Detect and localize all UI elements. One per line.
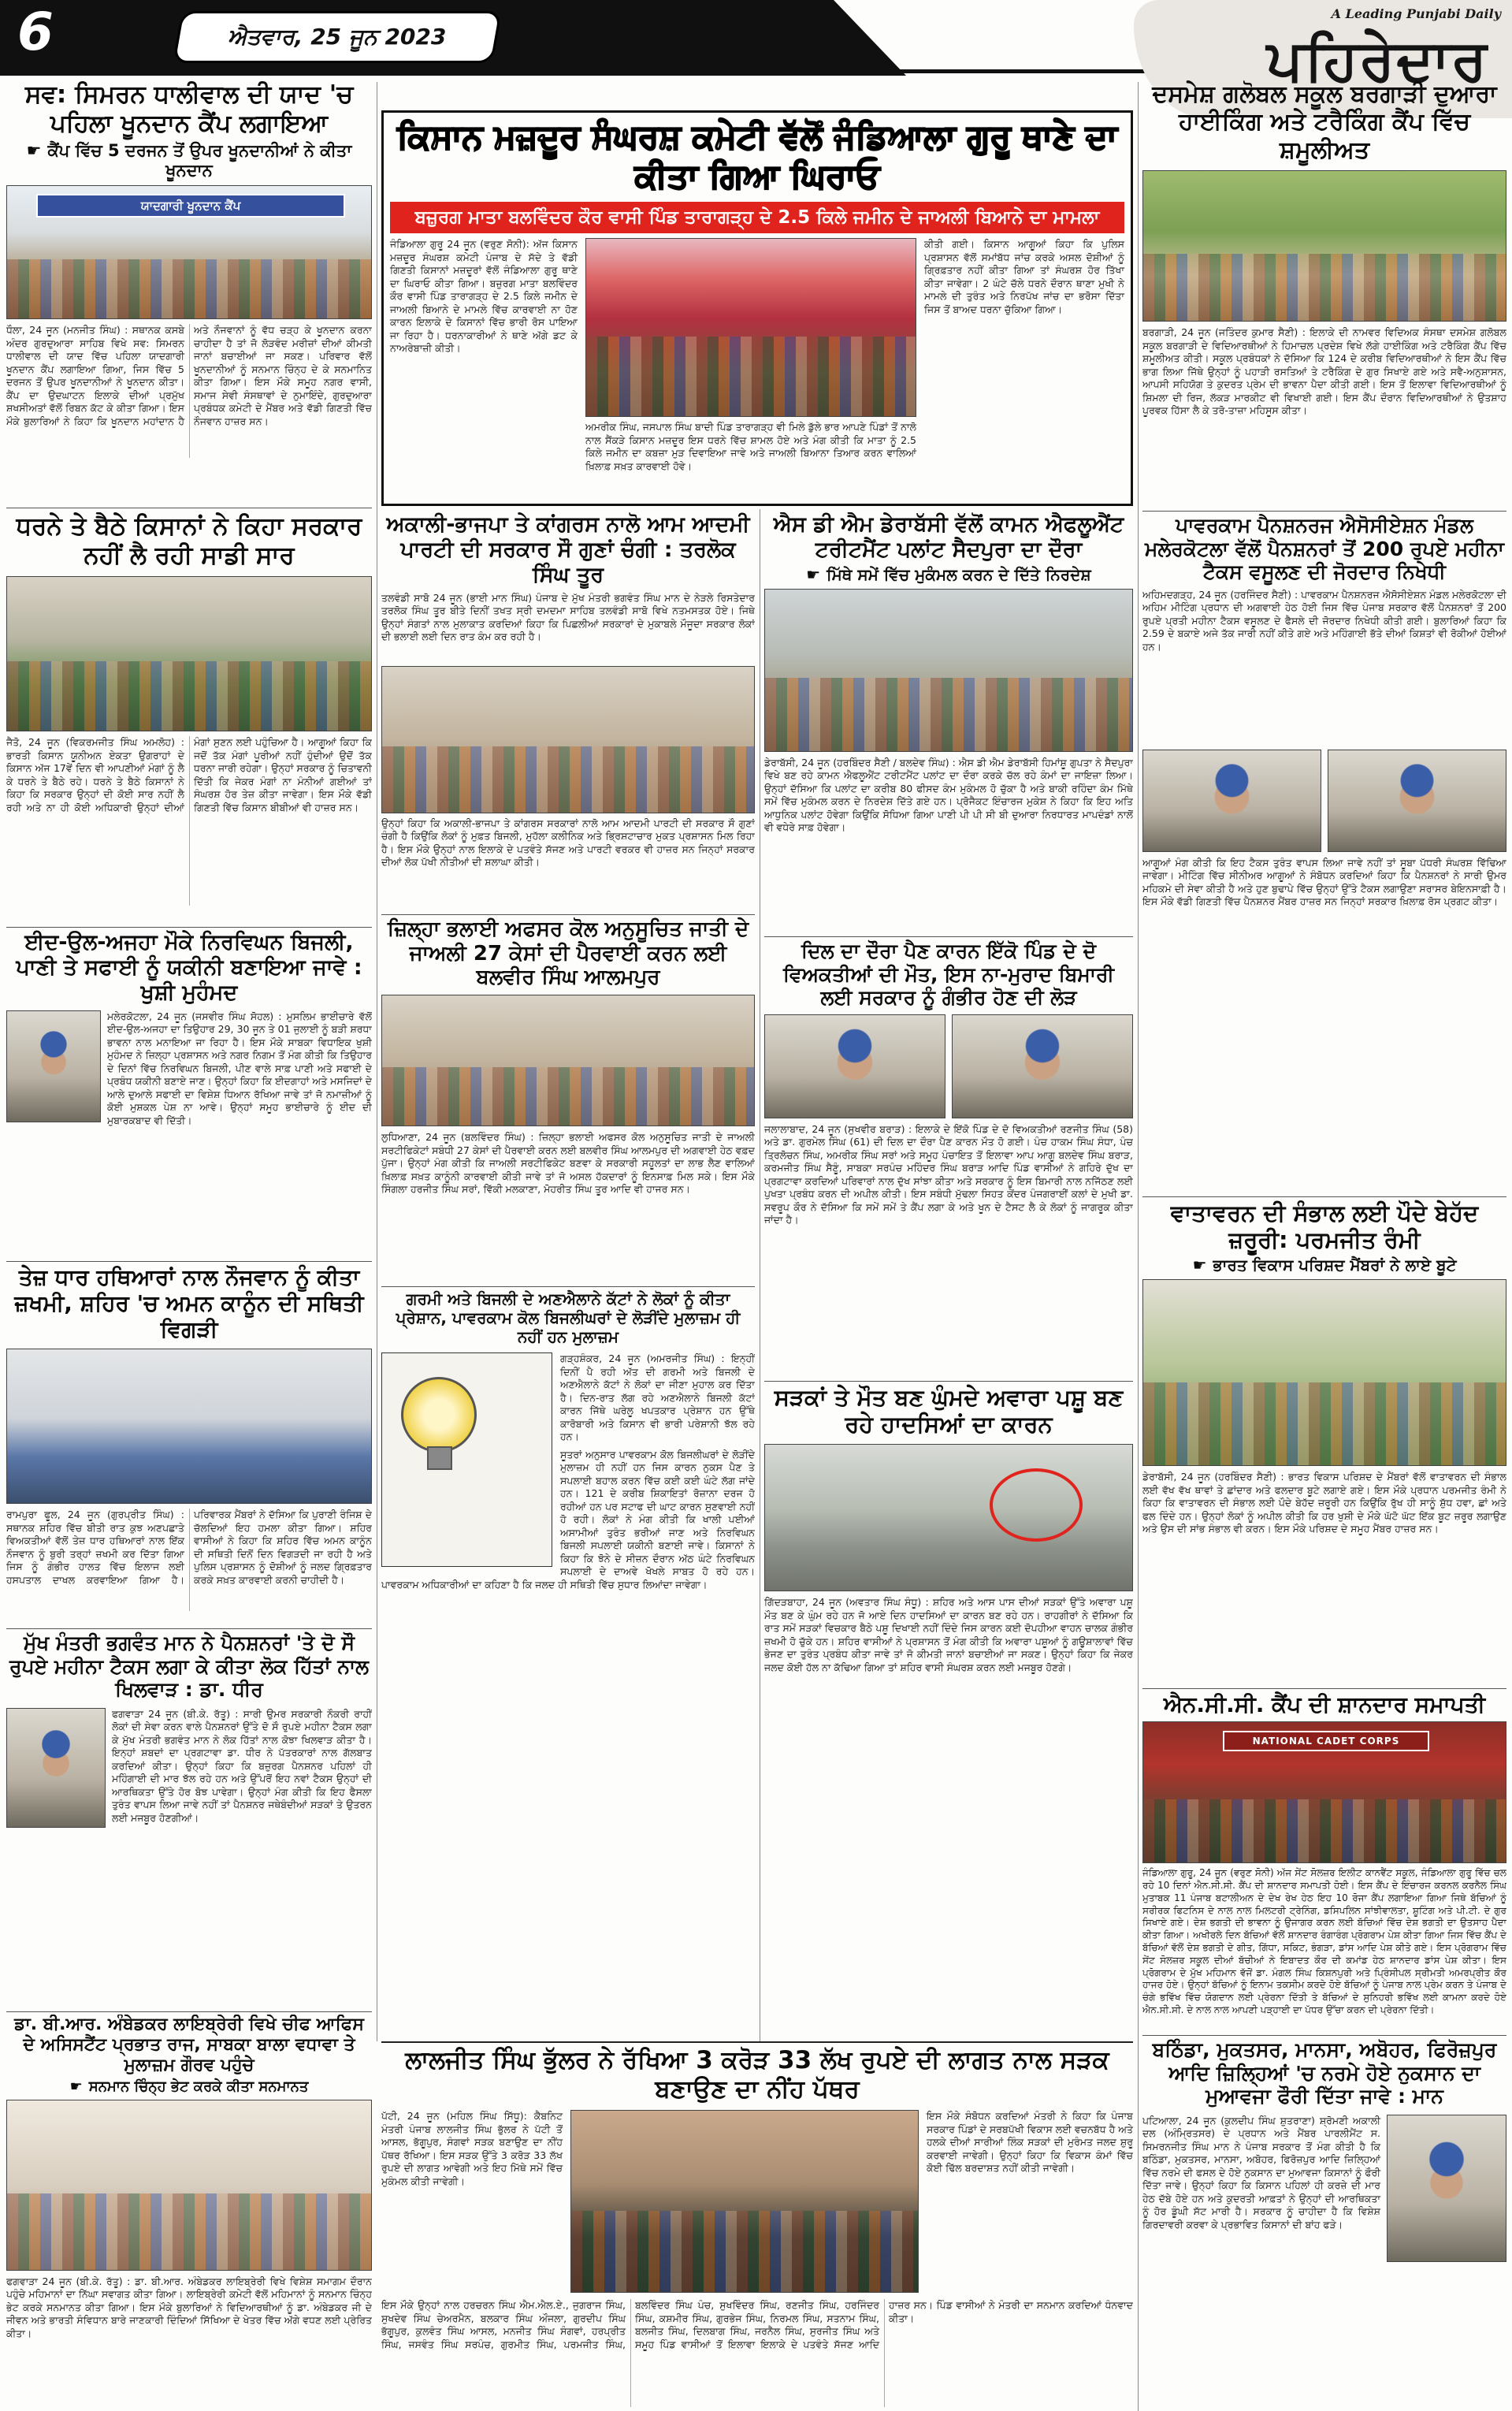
subhead-text: ਸਨਮਾਨ ਚਿੰਨ੍ਹ ਭੇਟ ਕਰਕੇ ਕੀਤਾ ਸਨਮਾਨਤ (88, 2078, 309, 2095)
photo-protest-tent (585, 238, 916, 417)
subhead-text: ਮਿੱਥੇ ਸਮੇਂ ਵਿੱਚ ਮੁਕੰਮਲ ਕਰਨ ਦੇ ਦਿੱਤੇ ਨਿਰਦੇਸ਼ (827, 564, 1091, 584)
headline: ਦਿਲ ਦਾ ਦੌਰਾ ਪੈਣ ਕਾਰਨ ਇੱਕੋ ਪਿੰਡ ਦੇ ਦੋ ਵਿਅਕਤੀਆਂ ਦੀ ਮੌਤ, ਇਸ ਨਾ-ਮੁਰਾਦ ਬਿਮਾਰੀ ਲਈ ਸਰਕਾਰ ਨੂੰ ਗੰਭੀਰ ਹੋਣ ਦੀ ਲੋੜ (782, 939, 1115, 1009)
photo-group-sofa (381, 666, 755, 813)
hand-pointer-icon: ☛ (1192, 1256, 1207, 1275)
headline: ਮੁੱਖ ਮੰਤਰੀ ਭਗਵੰਤ ਮਾਨ ਨੇ ਪੈਨਸ਼ਨਰਾਂ 'ਤੇ ਦੋ ਸੌ ਰੁਪਏ ਮਹੀਨਾ ਟੈਕਸ ਲਗਾ ਕੇ ਕੀਤਾ ਲੋਕ ਹਿੱਤਾਂ ਨਾਲ ਖਿਲਵਾੜ : ਡਾ. ਧੀਰ (9, 1632, 370, 1701)
column-rule-3 (1138, 82, 1139, 2411)
body-text: ਬਰਗਾੜੀ, 24 ਜੂਨ (ਜਤਿੰਦਰ ਕੁਮਾਰ ਸੈਣੀ) : ਇਲਾਕੇ ਦੀ ਨਾਮਵਰ ਵਿਦਿਅਕ ਸੰਸਥਾ ਦਸਮੇਸ਼ ਗਲੋਬਲ ਸਕੂਲ ਬਰਗਾੜੀ ਦੇ ਵਿਦਿਆਰਥੀਆਂ ਨੇ ਹਿਮਾਚਲ ਪ੍ਰਦੇਸ਼ ਵਿਖੇ ਲੱਗੇ ਹਾਈਕਿੰਗ ਅਤੇ ਟਰੈਕਿੰਗ ਕੈਂਪ ਵਿੱਚ ਸ਼ਮੂਲੀਅਤ ਕੀਤੀ। ਸਕੂਲ ਪ੍ਰਬੰਧਕਾਂ ਨੇ ਦੱਸਿਆ ਕਿ 124 ਦੇ ਕਰੀਬ ਵਿਦਿਆਰਥੀਆਂ ਨੇ ਇਸ ਕੈਂਪ ਵਿੱਚ ਭਾਗ ਲਿਆ ਜਿੱਥੇ ਉਨ੍ਹਾਂ ਨੂੰ ਪਹਾੜੀ ਰਸਤਿਆਂ ਤੇ ਟਰੈਕਿੰਗ ਦੇ ਗੁਰ ਸਿਖਾਏ ਗਏ ਅਤੇ ਸਵੈ-ਅਨੁਸ਼ਾਸਨ, ਆਪਸੀ ਸਹਿਯੋਗ ਤੇ ਕੁਦਰਤ ਪ੍ਰੇਮ ਦੀ ਭਾਵਨਾ ਪੈਦਾ ਕੀਤੀ ਗਈ। ਇਸ ਤੋਂ ਇਲਾਵਾ ਵਿਦਿਆਰਥੀਆਂ ਨੂੰ ਸ਼ਿਮਲਾ ਦੀ ਰਿਜ, ਲੱਕੜ ਮਾਰਕੀਟ ਵੀ ਵਿਖਾਈ ਗਈ। ਇਸ ਕੈਂਪ ਦੌਰਾਨ ਵਿਦਿਆਰਥੀਆਂ ਨੇ ਉਤਸ਼ਾਹ ਪੂਰਵਕ ਹਿੱਸਾ ਲੈ ਕੇ ਤਰੋ-ਤਾਜ਼ਾ ਮਹਿਸੂਸ ਕੀਤਾ। (1142, 326, 1506, 417)
article-welfare-officer-cases[interactable] (381, 917, 755, 1283)
body-text: ਰਾਮਪੁਰਾ ਫੂਲ, 24 ਜੂਨ (ਗੁਰਪ੍ਰੀਤ ਸਿੰਘ) : ਸਥਾਨਕ ਸ਼ਹਿਰ ਵਿੱਚ ਬੀਤੀ ਰਾਤ ਕੁਝ ਅਣਪਛਾਤੇ ਵਿਅਕਤੀਆਂ ਵੱਲੋਂ ਤੇਜ਼ ਧਾਰ ਹਥਿਆਰਾਂ ਨਾਲ ਇੱਕ ਨੌਜਵਾਨ ਨੂੰ ਬੁਰੀ ਤਰ੍ਹਾਂ ਜ਼ਖਮੀ ਕਰ ਦਿੱਤਾ ਗਿਆ ਜਿਸ ਨੂੰ ਗੰਭੀਰ ਹਾਲਤ ਵਿੱਚ ਇਲਾਜ ਲਈ ਹਸਪਤਾਲ ਦਾਖਲ ਕਰਵਾਇਆ ਗਿਆ ਹੈ। ਪਰਿਵਾਰਕ ਮੈਂਬਰਾਂ ਨੇ ਦੱਸਿਆ ਕਿ ਪੁਰਾਣੀ ਰੰਜਿਸ਼ ਦੇ ਚੱਲਦਿਆਂ ਇਹ ਹਮਲਾ ਕੀਤਾ ਗਿਆ। ਸ਼ਹਿਰ ਵਾਸੀਆਂ ਨੇ ਕਿਹਾ ਕਿ ਸ਼ਹਿਰ ਵਿੱਚ ਅਮਨ ਕਾਨੂੰਨ ਦੀ ਸਥਿਤੀ ਦਿਨੋਂ ਦਿਨ ਵਿਗੜਦੀ ਜਾ ਰਹੀ ਹੈ ਅਤੇ ਪੁਲਿਸ ਪ੍ਰਸ਼ਾਸਨ ਨੂੰ ਦੋਸ਼ੀਆਂ ਨੂੰ ਜਲਦ ਗ੍ਰਿਫ਼ਤਾਰ ਕਰਕੇ ਸਖ਼ਤ ਕਾਰਵਾਈ ਕਰਨੀ ਚਾਹੀਦੀ ਹੈ। (6, 1509, 372, 1586)
body-text: ਫਗਵਾੜਾ 24 ਜੂਨ (ਬੀ.ਕੇ. ਰੱਤੂ) : ਸਾਰੀ ਉਮਰ ਸਰਕਾਰੀ ਨੌਕਰੀ ਰਾਹੀਂ ਲੋਕਾਂ ਦੀ ਸੇਵਾ ਕਰਨ ਵਾਲੇ ਪੈਨਸ਼ਨਰਾਂ ਉੱਤੇ ਦੋ ਸੌ ਰੁਪਏ ਮਹੀਨਾ ਟੈਕਸ ਲਗਾ ਕੇ ਮੁੱਖ ਮੰਤਰੀ ਭਗਵੰਤ ਮਾਨ ਨੇ ਲੋਕ ਹਿੱਤਾਂ ਨਾਲ ਕੋਝਾ ਖਿਲਵਾੜ ਕੀਤਾ ਹੈ। ਇਨ੍ਹਾਂ ਸ਼ਬਦਾਂ ਦਾ ਪ੍ਰਗਟਾਵਾ ਡਾ. ਧੀਰ ਨੇ ਪੱਤਰਕਾਰਾਂ ਨਾਲ ਗੱਲਬਾਤ ਕਰਦਿਆਂ ਕੀਤਾ। ਉਨ੍ਹਾਂ ਕਿਹਾ ਕਿ ਬਜ਼ੁਰਗ ਪੈਨਸ਼ਨਰ ਪਹਿਲਾਂ ਹੀ ਮਹਿੰਗਾਈ ਦੀ ਮਾਰ ਝੱਲ ਰਹੇ ਹਨ ਅਤੇ ਉੱਪਰੋਂ ਇਹ ਨਵਾਂ ਟੈਕਸ ਉਨ੍ਹਾਂ ਦੀ ਆਰਥਿਕਤਾ ਉੱਤੇ ਹੋਰ ਬੋਝ ਪਾਵੇਗਾ। ਉਨ੍ਹਾਂ ਮੰਗ ਕੀਤੀ ਕਿ ਇਹ ਫੈਸਲਾ ਤੁਰੰਤ ਵਾਪਸ ਲਿਆ ਜਾਵੇ ਨਹੀਂ ਤਾਂ ਪੈਨਸ਼ਨਰ ਜਥੇਬੰਦੀਆਂ ਸੜਕਾਂ ਤੇ ਉਤਰਨ ਲਈ ਮਜਬੂਰ ਹੋਣਗੀਆਂ। (112, 1707, 372, 1824)
divider (1142, 2035, 1506, 2036)
headline: ਜ਼ਿਲ੍ਹਾ ਭਲਾਈ ਅਫਸਰ ਕੋਲ ਅਨੁਸੂਚਿਤ ਜਾਤੀ ਦੇ ਜਾਅਲੀ 27 ਕੇਸਾਂ ਦੀ ਪੈਰਵਾਈ ਕਰਨ ਲਈ ਬਲਵੀਰ ਸਿੰਘ ਆਲਮਪੁਰ (387, 917, 749, 990)
page-number: 6 (17, 2, 54, 62)
body-text: ਜੰਡਿਆਲਾ ਗੁਰੂ, 24 ਜੂਨ (ਵਰੁਣ ਸੋਨੀ) ਅੱਜ ਸੇਂਟ ਸੋਲਜ਼ਰ ਇਲੀਟ ਕਾਨਵੈਂਟ ਸਕੂਲ, ਜੰਡਿਆਲਾ ਗੁਰੂ ਵਿੱਚ ਚਲ ਰਹੇ 10 ਦਿਨਾਂ ਐਨ.ਸੀ.ਸੀ. ਕੈਂਪ ਦੀ ਸ਼ਾਨਦਾਰ ਸਮਾਪਤੀ ਹੋਈ। ਇਸ ਕੈਂਪ ਦੇ ਇੰਚਾਰਜ ਕਰਨਲ ਕਰਨੈਲ ਸਿੰਘ ਮੁਤਾਬਕ 11 ਪੰਜਾਬ ਬਟਾਲੀਅਨ ਦੇ ਦੇਖ ਰੇਖ ਹੇਠ ਇਹ 10 ਰੋਜਾ ਕੈਂਪ ਲਗਾਇਆ ਗਿਆ ਜਿਥੇ ਬੱਚਿਆਂ ਨੂੰ ਸਰੀਰਕ ਫਿਟਨਿਸ ਦੇ ਨਾਲ ਨਾਲ ਮਿਲਟਰੀ ਟ੍ਰੇਨਿੰਗ, ਡਸਿਪਲਿਨ ਸਾਂਝੀਵਾਲਤਾ, ਸ਼ੂਟਿੰਗ ਅਤੇ ਪੀ.ਟੀ. ਦੇ ਗੁਰ ਸਿਖਾਏ ਗਏ। ਦੇਸ਼ ਭਗਤੀ ਦੀ ਭਾਵਨਾ ਨੂੰ ਉਜਾਗਰ ਕਰਨ ਲਈ ਬੱਚਿਆਂ ਵਿੱਚ ਦੇਸ਼ ਭਗਤੀ ਦਾ ਉਤਸਾਹ ਪੈਦਾ ਕੀਤਾ ਗਿਆ। ਅਖੀਰਲੇ ਦਿਨ ਬੱਚਿਆਂ ਵੱਲੋਂ ਸ਼ਾਨਦਾਰ ਰੰਗਾਰੰਗ ਪ੍ਰੋਗਰਾਮ ਪੇਸ਼ ਕੀਤਾ ਗਿਆ ਜਿਸ ਵਿੱਚ ਕੈਂਪ ਦੇ ਬੱਚਿਆਂ ਵੱਲੋਂ ਦੇਸ਼ ਭਗਤੀ ਦੇ ਗੀਤ, ਗਿੱਧਾ, ਸਕਿਟ, ਭੰਗੜਾ, ਡਾਂਸ ਆਦਿ ਪੇਸ਼ ਕੀਤੇ ਗਏ। ਇਸ ਪ੍ਰੋਗਰਾਮ ਵਿੱਚ ਸੇਂਟ ਸੋਲਜ਼ਰ ਸਕੂਲ ਦੀਆਂ ਬੱਚੀਆਂ ਨੇ ਇਬਾਦਤ ਕੌਰ ਦੀ ਕਮਾਂਡ ਹੇਠ ਸ਼ਾਨਦਾਰ ਡਾਂਸ ਪੇਸ਼ ਕੀਤਾ। ਇਸ ਪ੍ਰੋਗਰਾਮ ਦੇ ਮੁੱਖ ਮਹਿਮਾਨ ਵੱਜੋਂ ਡਾ. ਮੰਗਲ ਸਿੰਘ ਕਿਸ਼ਨਪੁਰੀ ਅਤੇ ਪ੍ਰਿੰਸੀਪਲ ਸ੍ਰੀਮਤੀ ਅਮਰਪ੍ਰੀਤ ਕੌਰ ਹਾਜਰ ਹੋਏ। ਉਨ੍ਹਾਂ ਬੱਚਿਆਂ ਨੂੰ ਇਨਾਮ ਤਕਸੀਮ ਕਰਦੇ ਹੋਏ ਬੱਚਿਆਂ ਨੂੰ ਪੰਜਾਬ ਨਾਲ ਪ੍ਰੇਮ ਕਰਨ ਤੇ ਪੰਜਾਬ ਦੇ ਚੰਗੇ ਭਵਿੱਖ ਵਿੱਚ ਯੋਗਦਾਨ ਲਈ ਪ੍ਰੇਰਨਾ ਦਿੱਤੀ ਤੇ ਬੱਚਿਆਂ ਦੇ ਸੁਨਿਹਰੀ ਭਵਿੱਖ ਲਈ ਕਾਮਨਾ ਕਰਦੇ ਹੋਏ ਐਨ.ਸੀ.ਸੀ. ਦੇ ਨਾਲ ਨਾਲ ਆਪਣੀ ਪੜ੍ਹਾਈ ਦਾ ਪੱਧਰ ਉੱਚਾ ਕਰਨ ਦੀ ਪ੍ਰੇਰਨਾ ਦਿੱਤੀ। (1142, 1867, 1506, 2016)
article-power-cuts[interactable] (381, 1289, 755, 2037)
divider (381, 1286, 755, 1287)
body-left: ਪੱਟੀ, 24 ਜੂਨ (ਮਹਿਲ ਸਿੰਘ ਸਿੱਧੂ): ਕੈਬਨਿਟ ਮੰਤਰੀ ਪੰਜਾਬ ਲਾਲਜੀਤ ਸਿੰਘ ਭੁੱਲਰ ਨੇ ਪੱਟੀ ਤੋਂ ਆਸਲ, ਭੱਗੂਪੁਰ, ਸੰਗਵਾਂ ਸੜਕ ਬਣਾਉਣ ਦਾ ਨੀਂਹ ਪੱਥਰ ਰੱਖਿਆ। ਇਸ ਸੜਕ ਉੱਤੇ 3 ਕਰੋੜ 33 ਲੱਖ ਰੁਪਏ ਦੀ ਲਾਗਤ ਆਵੇਗੀ ਅਤੇ ਇਹ ਮਿੱਥੇ ਸਮੇਂ ਵਿੱਚ ਮੁਕੰਮਲ ਕੀਤੀ ਜਾਵੇਗੀ। (381, 2110, 563, 2187)
body-text-2: ਸੂਤਰਾਂ ਅਨੁਸਾਰ ਪਾਵਰਕਾਮ ਕੋਲ ਬਿਜਲੀਘਰਾਂ ਦੇ ਲੋੜੀਂਦੇ ਮੁਲਾਜ਼ਮ ਹੀ ਨਹੀਂ ਹਨ ਜਿਸ ਕਾਰਨ ਨੁਕਸ ਪੈਣ ਤੇ ਸਪਲਾਈ ਬਹਾਲ ਕਰਨ ਵਿੱਚ ਕਈ ਕਈ ਘੰਟੇ ਲੱਗ ਜਾਂਦੇ ਹਨ। 121 ਦੇ ਕਰੀਬ ਸ਼ਿਕਾਇਤਾਂ ਰੋਜ਼ਾਨਾ ਦਰਜ ਹੋ ਰਹੀਆਂ ਹਨ ਪਰ ਸਟਾਫ ਦੀ ਘਾਟ ਕਾਰਨ ਸੁਣਵਾਈ ਨਹੀਂ ਹੋ ਰਹੀ। ਲੋਕਾਂ ਨੇ ਮੰਗ ਕੀਤੀ ਕਿ ਖਾਲੀ ਪਈਆਂ ਅਸਾਮੀਆਂ ਤੁਰੰਤ ਭਰੀਆਂ ਜਾਣ ਅਤੇ ਨਿਰਵਿਘਨ ਬਿਜਲੀ ਸਪਲਾਈ ਯਕੀਨੀ ਬਣਾਈ ਜਾਵੇ। ਕਿਸਾਨਾਂ ਨੇ ਕਿਹਾ ਕਿ ਝੋਨੇ ਦੇ ਸੀਜ਼ਨ ਦੌਰਾਨ ਅੱਠ ਘੰਟੇ ਨਿਰਵਿਘਨ ਸਪਲਾਈ ਦੇ ਦਾਅਵੇ ਖੋਖਲੇ ਸਾਬਤ ਹੋ ਰਹੇ ਹਨ। ਪਾਵਰਕਾਮ ਅਧਿਕਾਰੀਆਂ ਦਾ ਕਹਿਣਾ ਹੈ ਕਿ ਜਲਦ ਹੀ ਸਥਿਤੀ ਵਿੱਚ ਸੁਧਾਰ ਲਿਆਂਦਾ ਜਾਵੇਗਾ। (381, 1448, 755, 1591)
bulb-base (427, 1446, 452, 1470)
crowd-texture (571, 2211, 918, 2293)
headline: ਦਸਮੇਸ਼ ਗਲੋਬਲ ਸਕੂਲ ਬਰਗਾੜੀ ਦੁਆਰਾ ਹਾਈਕਿੰਗ ਅਤੇ ਟਰੈਕਿੰਗ ਕੈਂਪ ਵਿੱਚ ਸ਼ਮੂਲੀਅਤ (1152, 80, 1497, 164)
article-sdm-derabassi[interactable] (764, 512, 1133, 933)
crowd-texture (382, 1067, 754, 1126)
photo-delegation-group (381, 995, 755, 1126)
ncc-banner-text: NATIONAL CADET CORPS (1223, 1731, 1429, 1751)
article-stray-cattle[interactable] (764, 1384, 1133, 2037)
article-injured-youth[interactable] (6, 1264, 372, 1625)
sub-headline: ਗਰਮੀ ਅਤੇ ਬਿਜਲੀ ਦੇ ਅਣਐਲਾਨੇ ਕੱਟਾਂ ਨੇ ਲੋਕਾਂ ਨੂੰ ਕੀਤਾ ਪ੍ਰੇਸ਼ਾਨ, ਪਾਵਰਕਾਮ ਕੋਲ ਬਿਜਲੀਘਰਾਂ ਦੇ ਲੋੜੀਂਦੇ ਮੁਲਾਜ਼ਮ ਹੀ ਨਹੀਂ ਹਨ ਮੁਲਾਜ਼ਮ (396, 1289, 741, 1346)
article-powercom-pensioners[interactable] (1142, 514, 1506, 1193)
article-farmers-dharna[interactable] (6, 512, 372, 925)
body-text: ਮਲੇਰਕੋਟਲਾ, 24 ਜੂਨ (ਜਸਵੀਰ ਸਿੰਘ ਸੋਹਲ) : ਮੁਸਲਿਮ ਭਾਈਚਾਰੇ ਵੱਲੋਂ ਈਦ-ਉਲ-ਅਜਹਾ ਦਾ ਤਿਉਹਾਰ 29, 30 ਜੂਨ ਤੇ 01 ਜੁਲਾਈ ਨੂੰ ਬੜੀ ਸ਼ਰਧਾ ਭਾਵਨਾ ਨਾਲ ਮਨਾਇਆ ਜਾ ਰਿਹਾ ਹੈ। ਇਸ ਮੌਕੇ ਸਾਬਕਾ ਵਿਧਾਇਕ ਖੁਸ਼ੀ ਮੁਹੰਮਦ ਨੇ ਜ਼ਿਲ੍ਹਾ ਪ੍ਰਸ਼ਾਸਨ ਅਤੇ ਨਗਰ ਨਿਗਮ ਤੋਂ ਮੰਗ ਕੀਤੀ ਕਿ ਤਿਉਹਾਰ ਦੇ ਦਿਨਾਂ ਵਿੱਚ ਨਿਰਵਿਘਨ ਬਿਜਲੀ, ਪੀਣ ਵਾਲੇ ਸਾਫ਼ ਪਾਣੀ ਅਤੇ ਸਫਾਈ ਦੇ ਪ੍ਰਬੰਧ ਯਕੀਨੀ ਬਣਾਏ ਜਾਣ। ਉਨ੍ਹਾਂ ਕਿਹਾ ਕਿ ਈਦਗਾਹਾਂ ਅਤੇ ਮਸਜਿਦਾਂ ਦੇ ਆਲੇ ਦੁਆਲੇ ਸਫਾਈ ਦਾ ਵਿਸ਼ੇਸ਼ ਧਿਆਨ ਰੱਖਿਆ ਜਾਵੇ ਤਾਂ ਜੋ ਨਮਾਜ਼ੀਆਂ ਨੂੰ ਕੋਈ ਮੁਸ਼ਕਲ ਪੇਸ਼ ਨਾ ਆਵੇ। ਉਨ੍ਹਾਂ ਸਮੂਹ ਭਾਈਚਾਰੇ ਨੂੰ ਈਦ ਦੀ ਮੁਬਾਰਕਬਾਦ ਵੀ ਦਿੱਤੀ। (107, 1010, 372, 1126)
divider (6, 2011, 372, 2012)
headline: ਪਾਵਰਕਾਮ ਪੈਨਸ਼ਨਰਜ ਐਸੋਸੀਏਸ਼ਨ ਮੰਡਲ ਮਲੇਰਕੋਟਲਾ ਵੱਲੋਂ ਪੈਨਸ਼ਨਰਾਂ ਤੋਂ 200 ਰੁਪਏ ਮਹੀਨਾ ਟੈਕਸ ਵਸੂਲਣ ਦੀ ਜੋਰਦਾਰ ਨਿਖੇਧੀ (1145, 514, 1504, 583)
photo-blood-donation-camp (6, 185, 372, 319)
photo-banner-text: ਯਾਦਗਾਰੀ ਖੂਨਦਾਨ ਕੈਂਪ (36, 194, 345, 218)
crowd-texture (586, 337, 916, 416)
body-text: ਫਗਵਾੜਾ 24 ਜੂਨ (ਬੀ.ਕੇ. ਰੱਤੂ) : ਡਾ. ਬੀ.ਆਰ. ਅੰਬੇਡਕਰ ਲਾਇਬ੍ਰੇਰੀ ਵਿਖੇ ਵਿਸ਼ੇਸ਼ ਸਮਾਗਮ ਦੌਰਾਨ ਪਹੁੰਚੇ ਮਹਿਮਾਨਾਂ ਦਾ ਨਿੱਘਾ ਸਵਾਗਤ ਕੀਤਾ ਗਿਆ। ਲਾਇਬ੍ਰੇਰੀ ਕਮੇਟੀ ਵੱਲੋਂ ਮਹਿਮਾਨਾਂ ਨੂੰ ਸਨਮਾਨ ਚਿੰਨ੍ਹ ਭੇਟ ਕਰਕੇ ਸਨਮਾਨਤ ਕੀਤਾ ਗਿਆ। ਇਸ ਮੌਕੇ ਬੁਲਾਰਿਆਂ ਨੇ ਵਿਦਿਆਰਥੀਆਂ ਨੂੰ ਡਾ. ਅੰਬੇਡਕਰ ਜੀ ਦੇ ਜੀਵਨ ਅਤੇ ਭਾਰਤੀ ਸੰਵਿਧਾਨ ਬਾਰੇ ਜਾਣਕਾਰੀ ਦਿੰਦਿਆਂ ਸਿੱਖਿਆ ਦੇ ਖੇਤਰ ਵਿੱਚ ਅੱਗੇ ਵਧਣ ਲਈ ਪ੍ਰੇਰਿਤ ਕੀਤਾ। (6, 2275, 372, 2339)
subhead (1142, 1256, 1506, 1274)
divider (381, 914, 755, 915)
body-text: ਜਲਾਲਾਬਾਦ, 24 ਜੂਨ (ਸੁਖਵੀਰ ਬਰਾੜ) : ਇਲਾਕੇ ਦੇ ਇੱਕੋ ਪਿੰਡ ਦੇ ਦੋ ਵਿਅਕਤੀਆਂ ਰਣਜੀਤ ਸਿੰਘ (58) ਅਤੇ ਡਾ. ਗੁਰਮੇਲ ਸਿੰਘ (61) ਦੀ ਦਿਲ ਦਾ ਦੌਰਾ ਪੈਣ ਕਾਰਨ ਮੌਤ ਹੋ ਗਈ। ਪੰਚ ਹਾਕਮ ਸਿੰਘ ਸੰਧਾ, ਪੰਚ ਤ੍ਰਿਲੋਚਨ ਸਿੰਘ, ਅਮਰੀਕ ਸਿੰਘ ਸਰਾਂ ਅਤੇ ਸਮੂਹ ਪੰਚਾਇਤ ਤੋਂ ਇਲਾਵਾ ਆਪ ਆਗੂ ਬਲਦੇਵ ਸਿੰਘ ਬਰਾੜ, ਕਰਮਜੀਤ ਸਿੰਘ ਸੈਣੂੰ, ਸਾਬਕਾ ਸਰਪੰਚ ਮਹਿੰਦਰ ਸਿੰਘ ਬਰਾੜ ਆਦਿ ਪਿੰਡ ਵਾਸੀਆਂ ਨੇ ਗਹਿਰੇ ਦੁੱਖ ਦਾ ਪ੍ਰਗਟਾਵਾ ਕਰਦਿਆਂ ਪਰਿਵਾਰਾਂ ਨਾਲ ਦੁੱਖ ਸਾਂਝਾ ਕੀਤਾ ਅਤੇ ਸਰਕਾਰ ਨੂੰ ਇਸ ਬਿਮਾਰੀ ਨਾਲ ਨਜਿੱਠਣ ਲਈ ਪੁਖਤਾ ਪ੍ਰਬੰਧ ਕਰਨ ਦੀ ਅਪੀਲ ਕੀਤੀ। ਇਸ ਸਬੰਧੀ ਮੁੱਢਲਾ ਸਿਹਤ ਕੇਂਦਰ ਪੰਜਗਰਾਈਂ ਕਲਾਂ ਦੇ ਮੁਖੀ ਡਾ. ਸਵਰੂਪ ਕੌਰ ਨੇ ਦੱਸਿਆ ਕਿ ਸਮੇਂ ਸਮੇਂ ਤੇ ਕੈਂਪ ਲਗਾ ਕੇ ਅਤੇ ਖੂਨ ਦੇ ਟੈਸਟ ਲੈ ਕੇ ਲੋਕਾਂ ਨੂੰ ਜਾਗਰੂਕ ਕੀਤਾ ਜਾਂਦਾ ਹੈ। (764, 1122, 1133, 1226)
photo-row (1142, 750, 1506, 852)
crowd-texture (7, 661, 371, 731)
article-road-foundation-stone[interactable] (381, 2046, 1133, 2407)
body-text: ਜੈਤੋ, 24 ਜੂਨ (ਵਿਕਰਮਜੀਤ ਸਿੰਘ ਅਮਲੋਹ) : ਭਾਰਤੀ ਕਿਸਾਨ ਯੂਨੀਅਨ ਏਕਤਾ ਉਗਰਾਹਾਂ ਦੇ ਕਿਸਾਨ ਅੱਜ 17ਵੇਂ ਦਿਨ ਵੀ ਆਪਣੀਆਂ ਮੰਗਾਂ ਨੂੰ ਲੈ ਕੇ ਧਰਨੇ ਤੇ ਬੈਠੇ ਰਹੇ। ਧਰਨੇ ਤੇ ਬੈਠੇ ਕਿਸਾਨਾਂ ਨੇ ਕਿਹਾ ਕਿ ਸਰਕਾਰ ਉਨ੍ਹਾਂ ਦੀ ਕੋਈ ਸਾਰ ਨਹੀਂ ਲੈ ਰਹੀ ਅਤੇ ਨਾ ਹੀ ਕੋਈ ਅਧਿਕਾਰੀ ਉਨ੍ਹਾਂ ਦੀਆਂ ਮੰਗਾਂ ਸੁਣਨ ਲਈ ਪਹੁੰਚਿਆ ਹੈ। ਆਗੂਆਂ ਕਿਹਾ ਕਿ ਜਦੋਂ ਤੱਕ ਮੰਗਾਂ ਪੂਰੀਆਂ ਨਹੀਂ ਹੁੰਦੀਆਂ ਉਦੋਂ ਤੱਕ ਧਰਨਾ ਜਾਰੀ ਰਹੇਗਾ। ਉਨ੍ਹਾਂ ਸਰਕਾਰ ਨੂੰ ਚਿਤਾਵਨੀ ਦਿੱਤੀ ਕਿ ਜੇਕਰ ਮੰਗਾਂ ਨਾ ਮੰਨੀਆਂ ਗਈਆਂ ਤਾਂ ਸੰਘਰਸ਼ ਹੋਰ ਤੇਜ਼ ਕੀਤਾ ਜਾਵੇਗਾ। ਇਸ ਮੌਕੇ ਵੱਡੀ ਗਿਣਤੀ ਵਿੱਚ ਕਿਸਾਨ ਬੀਬੀਆਂ ਵੀ ਹਾਜ਼ਰ ਸਨ। (6, 736, 372, 813)
photo-dr-dhir-portrait (6, 1708, 106, 1828)
article-columns (390, 238, 1124, 500)
article-eid-arrangements[interactable] (6, 930, 372, 1258)
crowd-texture (1143, 1382, 1506, 1466)
hand-pointer-icon: ☛ (69, 2078, 83, 2095)
bulb-icon (401, 1377, 477, 1453)
photo-farmers-sitting (6, 576, 372, 731)
photo-speaker-left (1142, 750, 1321, 852)
headline: ਈਦ-ਉਲ-ਅਜਹਾ ਮੌਕੇ ਨਿਰਵਿਘਨ ਬਿਜਲੀ, ਪਾਣੀ ਤੇ ਸਫਾਈ ਨੂੰ ਯਕੀਨੀ ਬਣਾਇਆ ਜਾਵੇ : ਖੁਸ਼ੀ ਮੁਹੰਮਦ (16, 930, 362, 1005)
photo-foundation-ceremony (570, 2110, 919, 2293)
body-wrap (381, 1352, 755, 1591)
masthead-title: ਪਹਿਰੇਦਾਰ (1266, 27, 1488, 93)
article-pension-tax-dhir[interactable] (6, 1632, 372, 2008)
article-plantation-drive[interactable] (1142, 1200, 1506, 1687)
subhead (6, 141, 372, 180)
body-under-photo: ਅਮਰੀਕ ਸਿੰਘ, ਜਸਪਾਲ ਸਿੰਘ ਬਾਦੀ ਪਿੰਡ ਤਾਰਾਗੜ੍ਹ ਵੀ ਮਿਲੇ ਡੁੱਲੇ ਭਾਰ ਆਪਣੇ ਪਿੰਡਾਂ ਤੋਂ ਨਾਲੋ ਨਾਲ ਸੈਂਕੜੇ ਕਿਸਾਨ ਮਜ਼ਦੂਰ ਇਸ ਧਰਨੇ ਵਿੱਚ ਸ਼ਾਮਲ ਹੋਏ ਅਤੇ ਮੰਗ ਕੀਤੀ ਕਿ ਮਾਤਾ ਨੂੰ 2.5 ਕਿਲੇ ਜਮੀਨ ਦਾ ਕਬਜ਼ਾ ਮੁੜ ਦਿਵਾਇਆ ਜਾਵੇ ਅਤੇ ਜਾਅਲੀ ਬਿਆਨਾ ਤਿਆਰ ਕਰਨ ਵਾਲਿਆਂ ਖ਼ਿਲਾਫ਼ ਸਖ਼ਤ ਕਾਰਵਾਈ ਹੋਵੇ। (585, 421, 916, 472)
photo-deceased-left (764, 1014, 945, 1118)
photo-library-honour (6, 2100, 372, 2271)
headline: ਲਾਲਜੀਤ ਸਿੰਘ ਭੁੱਲਰ ਨੇ ਰੱਖਿਆ 3 ਕਰੋੜ 33 ਲੱਖ ਰੁਪਏ ਦੀ ਲਾਗਤ ਨਾਲ ਸੜਕ ਬਣਾਉਣ ਦਾ ਨੀਂਹ ਪੱਥਰ (405, 2046, 1109, 2104)
body-right: ਇਸ ਮੌਕੇ ਸੰਬੋਧਨ ਕਰਦਿਆਂ ਮੰਤਰੀ ਨੇ ਕਿਹਾ ਕਿ ਪੰਜਾਬ ਸਰਕਾਰ ਪਿੰਡਾਂ ਦੇ ਸਰਬਪੱਖੀ ਵਿਕਾਸ ਲਈ ਵਚਨਬੱਧ ਹੈ ਅਤੇ ਹਲਕੇ ਦੀਆਂ ਸਾਰੀਆਂ ਲਿੰਕ ਸੜਕਾਂ ਦੀ ਮੁਰੰਮਤ ਜਲਦ ਸ਼ੁਰੂ ਕਰਵਾਈ ਜਾਵੇਗੀ। ਉਨ੍ਹਾਂ ਕਿਹਾ ਕਿ ਵਿਕਾਸ ਕੰਮਾਂ ਵਿੱਚ ਕੋਈ ਢਿੱਲ ਬਰਦਾਸ਼ਤ ਨਹੀਂ ਕੀਤੀ ਜਾਵੇਗੀ। (927, 2110, 1133, 2175)
body-text: ਡੇਰਾਬੱਸੀ, 24 ਜੂਨ (ਹਰਬਿੰਦਰ ਸੈਣੀ / ਬਲਦੇਵ ਸਿੰਘ) : ਐਸ ਡੀ ਐਮ ਡੇਰਾਬੱਸੀ ਹਿਮਾਂਸ਼ੂ ਗੁਪਤਾ ਨੇ ਸੈਦਪੁਰਾ ਵਿਖੇ ਬਣ ਰਹੇ ਕਾਮਨ ਐਫਲੂਐਂਟ ਟਰੀਟਮੈਂਟ ਪਲਾਂਟ ਦਾ ਦੌਰਾ ਕਰਕੇ ਚੱਲ ਰਹੇ ਕੰਮਾਂ ਦਾ ਜਾਇਜ਼ਾ ਲਿਆ। ਉਨ੍ਹਾਂ ਦੱਸਿਆ ਕਿ ਪਲਾਂਟ ਦਾ ਕਰੀਬ 80 ਫੀਸਦ ਕੰਮ ਮੁਕੰਮਲ ਹੋ ਚੁੱਕਾ ਹੈ ਅਤੇ ਬਾਕੀ ਰਹਿੰਦਾ ਕੰਮ ਮਿੱਥੇ ਸਮੇਂ ਵਿੱਚ ਮੁਕੰਮਲ ਕਰਨ ਦੇ ਨਿਰਦੇਸ਼ ਦਿੱਤੇ ਗਏ ਹਨ। ਪ੍ਰੋਜੈਕਟ ਇੰਚਾਰਜ ਮੁਕੇਸ਼ ਨੇ ਕਿਹਾ ਕਿ ਇਹ ਅਤਿ ਆਧੁਨਿਕ ਪਲਾਂਟ ਹੋਵੇਗਾ ਕਿਉਂਕਿ ਸੋਧਿਆ ਗਿਆ ਪਾਣੀ ਪੀ ਪੀ ਸੀ ਬੀ ਦੁਆਰਾ ਨਿਰਧਾਰਤ ਮਾਪਦੰਡਾਂ ਨਾਲੋਂ ਵੀ ਵਧੇਰੇ ਸਾਫ਼ ਹੋਵੇਗਾ। (764, 756, 1133, 834)
divider (6, 927, 372, 928)
headline: ਐਸ ਡੀ ਐਮ ਡੇਰਾਬੱਸੀ ਵੱਲੋਂ ਕਾਮਨ ਐਫਲੂਐਂਟ ਟਰੀਟਮੈਂਟ ਪਲਾਂਟ ਸੈਦਪੁਰਾ ਦਾ ਦੌਰਾ (773, 512, 1124, 562)
divider (6, 1261, 372, 1262)
masthead-tagline: A Leading Punjabi Daily (1331, 6, 1501, 21)
divider (1142, 1196, 1506, 1197)
headline: ਧਰਨੇ ਤੇ ਬੈਠੇ ਕਿਸਾਨਾਂ ਨੇ ਕਿਹਾ ਸਰਕਾਰ ਨਹੀਂ ਲੈ ਰਹੀ ਸਾਡੀ ਸਾਰ (16, 512, 362, 570)
hand-pointer-icon: ☛ (806, 564, 821, 584)
photo-plantation-group (1142, 1279, 1506, 1466)
body-wrap (6, 1010, 372, 1128)
photo-row (764, 1014, 1133, 1118)
article-mann-compensation[interactable] (1142, 2038, 1506, 2409)
body-text: ਧੌਲਾ, 24 ਜੂਨ (ਮਨਜੀਤ ਸਿੰਘ) : ਸਥਾਨਕ ਕਸਬੇ ਅੰਦਰ ਗੁਰਦੁਆਰਾ ਸਾਹਿਬ ਵਿਖੇ ਸਵ: ਸਿਮਰਨ ਧਾਲੀਵਾਲ ਦੀ ਯਾਦ ਵਿੱਚ ਪਹਿਲਾ ਯਾਦਗਾਰੀ ਖੂਨਦਾਨ ਕੈਂਪ ਲਗਾਇਆ ਗਿਆ, ਜਿਸ ਵਿੱਚ 5 ਦਰਜਨ ਤੋਂ ਉਪਰ ਖੂਨਦਾਨੀਆਂ ਨੇ ਖੂਨਦਾਨ ਕੀਤਾ। ਕੈਂਪ ਦਾ ਉਦਘਾਟਨ ਇਲਾਕੇ ਦੀਆਂ ਪ੍ਰਮੁੱਖ ਸ਼ਖਸੀਅਤਾਂ ਵੱਲੋਂ ਰਿਬਨ ਕੱਟ ਕੇ ਕੀਤਾ ਗਿਆ। ਇਸ ਮੌਕੇ ਬੁਲਾਰਿਆਂ ਨੇ ਕਿਹਾ ਕਿ ਖੂਨਦਾਨ ਮਹਾਂਦਾਨ ਹੈ ਅਤੇ ਨੌਜਵਾਨਾਂ ਨੂੰ ਵੱਧ ਚੜ੍ਹ ਕੇ ਖੂਨਦਾਨ ਕਰਨਾ ਚਾਹੀਦਾ ਹੈ ਤਾਂ ਜੋ ਲੋੜਵੰਦ ਮਰੀਜ਼ਾਂ ਦੀਆਂ ਕੀਮਤੀ ਜਾਨਾਂ ਬਚਾਈਆਂ ਜਾ ਸਕਣ। ਪਰਿਵਾਰ ਵੱਲੋਂ ਖੂਨਦਾਨੀਆਂ ਨੂੰ ਸਨਮਾਨ ਚਿੰਨ੍ਹ ਦੇ ਕੇ ਸਨਮਾਨਿਤ ਕੀਤਾ ਗਿਆ। ਇਸ ਮੌਕੇ ਸਮੂਹ ਨਗਰ ਵਾਸੀ, ਸਮਾਜ ਸੇਵੀ ਸੰਸਥਾਵਾਂ ਦੇ ਨੁਮਾਇੰਦੇ, ਗੁਰਦੁਆਰਾ ਪ੍ਰਬੰਧਕ ਕਮੇਟੀ ਦੇ ਮੈਂਬਰ ਅਤੇ ਵੱਡੀ ਗਿਣਤੀ ਵਿੱਚ ਨੌਜਵਾਨ ਹਾਜ਼ਰ ਸਨ। (6, 324, 372, 427)
body-right: ਕੀਤੀ ਗਈ। ਕਿਸਾਨ ਆਗੂਆਂ ਕਿਹਾ ਕਿ ਪੁਲਿਸ ਪ੍ਰਸ਼ਾਸਨ ਵੱਲੋਂ ਸਮਾਂਬੱਧ ਜਾਂਚ ਕਰਕੇ ਅਸਲ ਦੋਸ਼ੀਆਂ ਨੂੰ ਗ੍ਰਿਫ਼ਤਾਰ ਨਹੀਂ ਕੀਤਾ ਗਿਆ ਤਾਂ ਸੰਘਰਸ਼ ਹੋਰ ਤਿੱਖਾ ਕੀਤਾ ਜਾਵੇਗਾ। 2 ਘੰਟੇ ਚੱਲੇ ਧਰਨੇ ਦੌਰਾਨ ਥਾਣਾ ਮੁਖੀ ਨੇ ਮਾਮਲੇ ਦੀ ਤੁਰੰਤ ਅਤੇ ਨਿਰਪੱਖ ਜਾਂਚ ਦਾ ਭਰੋਸਾ ਦਿੱਤਾ ਜਿਸ ਤੋਂ ਬਾਅਦ ਧਰਨਾ ਚੁੱਕਿਆ ਗਿਆ। (924, 238, 1124, 315)
photo-speaker-right (1328, 750, 1506, 852)
cartoon-light-bulb (381, 1352, 552, 1567)
date-badge (173, 11, 502, 63)
body-text-1: ਤਲਵੰਡੀ ਸਾਬੋ 24 ਜੂਨ (ਭਾਈ ਮਾਨ ਸਿੰਘ) ਪੰਜਾਬ ਦੇ ਮੁੱਖ ਮੰਤਰੀ ਭਗਵੰਤ ਸਿੰਘ ਮਾਨ ਦੇ ਨੇੜਲੇ ਰਿਸਤੇਦਾਰ ਤਰਲੋਕ ਸਿੰਘ ਤੂਰ ਬੀਤੇ ਦਿਨੀਂ ਤਖਤ ਸ੍ਰੀ ਦਮਦਮਾ ਸਾਹਿਬ ਤਲਵੰਡੀ ਸਾਬੋ ਵਿਖੇ ਨਤਮਸਤਕ ਹੋਏ। ਜਿਥੇ ਉਨ੍ਹਾਂ ਸੰਗਤਾਂ ਨਾਲ ਮੁਲਾਕਾਤ ਕਰਦਿਆਂ ਕਿਹਾ ਕਿ ਪਿਛਲੀਆਂ ਸਰਕਾਰਾਂ ਦੇ ਮੁਕਾਬਲੇ ਮੌਜੂਦਾ ਸਰਕਾਰ ਲੋਕਾਂ ਦੀ ਭਲਾਈ ਲਈ ਦਿਨ ਰਾਤ ਕੰਮ ਕਰ ਰਹੀ ਹੈ। (381, 591, 755, 643)
body-text: ਲੁਧਿਆਣਾ, 24 ਜੂਨ (ਬਲਵਿੰਦਰ ਸਿੰਘ) : ਜ਼ਿਲ੍ਹਾ ਭਲਾਈ ਅਫਸਰ ਕੋਲ ਅਨੁਸੂਚਿਤ ਜਾਤੀ ਦੇ ਜਾਅਲੀ ਸਰਟੀਫਿਕੇਟਾਂ ਸਬੰਧੀ 27 ਕੇਸਾਂ ਦੀ ਪੈਰਵਾਈ ਕਰਨ ਲਈ ਬਲਵੀਰ ਸਿੰਘ ਆਲਮਪੁਰ ਦੀ ਅਗਵਾਈ ਹੇਠ ਵਫ਼ਦ ਪੁੱਜਾ। ਉਨ੍ਹਾਂ ਮੰਗ ਕੀਤੀ ਕਿ ਜਾਅਲੀ ਸਰਟੀਫਿਕੇਟ ਬਣਵਾ ਕੇ ਸਰਕਾਰੀ ਸਹੂਲਤਾਂ ਦਾ ਲਾਭ ਲੈਣ ਵਾਲਿਆਂ ਖ਼ਿਲਾਫ਼ ਸਖ਼ਤ ਕਾਨੂੰਨੀ ਕਾਰਵਾਈ ਕੀਤੀ ਜਾਵੇ ਤਾਂ ਜੋ ਅਸਲ ਹੱਕਦਾਰਾਂ ਨੂੰ ਇਨਸਾਫ਼ ਮਿਲ ਸਕੇ। ਇਸ ਮੌਕੇ ਸਿੰਗਲਾ ਹਰਜੀਤ ਸਿੰਘ ਸਰਾਂ, ਵਿੱਕੀ ਮਲਕਾਣਾ, ਮੋਹਰੀਤ ਸਿੰਘ ਤੂਰ ਆਦਿ ਵੀ ਹਾਜਰ ਸਨ। (381, 1131, 755, 1196)
headline: ਕਿਸਾਨ ਮਜ਼ਦੂਰ ਸੰਘਰਸ਼ ਕਮੇਟੀ ਵੱਲੋਂ ਜੰਡਿਆਲਾ ਗੁਰੂ ਥਾਣੇ ਦਾ ਕੀਤਾ ਗਿਆ ਘਿਰਾਓ (397, 117, 1117, 195)
red-banner-subhead: ਬਜ਼ੁਰਗ ਮਾਤਾ ਬਲਵਿੰਦਰ ਕੌਰ ਵਾਸੀ ਪਿੰਡ ਤਾਰਾਗੜ੍ਹ ਦੇ 2.5 ਕਿਲੇ ਜਮੀਨ ਦੇ ਜਾਅਲੀ ਬਿਆਨੇ ਦਾ ਮਾਮਲਾ (390, 202, 1124, 233)
body-text-1: ਗੜ੍ਹਸ਼ੰਕਰ, 24 ਜੂਨ (ਅਮਰਜੀਤ ਸਿੰਘ) : ਇਨ੍ਹੀਂ ਦਿਨੀਂ ਪੈ ਰਹੀ ਅੱਤ ਦੀ ਗਰਮੀ ਅਤੇ ਬਿਜਲੀ ਦੇ ਅਣਐਲਾਨੇ ਕੱਟਾਂ ਨੇ ਲੋਕਾਂ ਦਾ ਜੀਣਾ ਮੁਹਾਲ ਕਰ ਦਿੱਤਾ ਹੈ। ਦਿਨ-ਰਾਤ ਲੱਗ ਰਹੇ ਅਣਐਲਾਨੇ ਬਿਜਲੀ ਕੱਟਾਂ ਕਾਰਨ ਜਿੱਥੇ ਘਰੇਲੂ ਖਪਤਕਾਰ ਪ੍ਰੇਸ਼ਾਨ ਹਨ ਉੱਥੇ ਕਾਰੋਬਾਰੀ ਅਤੇ ਕਿਸਾਨ ਵੀ ਭਾਰੀ ਪਰੇਸ਼ਾਨੀ ਝੱਲ ਰਹੇ ਹਨ। (560, 1352, 755, 1442)
article-ncc-camp[interactable] (1142, 1691, 1506, 2032)
subhead-text: ਕੈਂਪ ਵਿੱਚ 5 ਦਰਜਨ ਤੋਂ ਉਪਰ ਖੂਨਦਾਨੀਆਂ ਨੇ ਕੀਤਾ ਖੂਨਦਾਨ (47, 141, 352, 180)
crowd-texture (382, 746, 754, 812)
hand-pointer-icon: ☛ (26, 141, 42, 161)
headline: ਵਾਤਾਵਰਨ ਦੀ ਸੰਭਾਲ ਲਈ ਪੌਦੇ ਬੇਹੱਦ ਜ਼ਰੂਰੀ: ਪਰਮਜੀਤ ਰੰਮੀ (1170, 1200, 1479, 1254)
photo-simranjit-mann-portrait (1387, 2115, 1506, 2262)
photo-deceased-right (952, 1014, 1133, 1118)
body-text-2: ਆਗੂਆਂ ਮੰਗ ਕੀਤੀ ਕਿ ਇਹ ਟੈਕਸ ਤੁਰੰਤ ਵਾਪਸ ਲਿਆ ਜਾਵੇ ਨਹੀਂ ਤਾਂ ਸੂਬਾ ਪੱਧਰੀ ਸੰਘਰਸ਼ ਵਿੱਢਿਆ ਜਾਵੇਗਾ। ਮੀਟਿੰਗ ਵਿੱਚ ਸੀਨੀਅਰ ਆਗੂਆਂ ਨੇ ਸੰਬੋਧਨ ਕਰਦਿਆਂ ਕਿਹਾ ਕਿ ਪੈਨਸ਼ਨਰਾਂ ਨੇ ਸਾਰੀ ਉਮਰ ਮਹਿਕਮੇ ਦੀ ਸੇਵਾ ਕੀਤੀ ਹੈ ਅਤੇ ਹੁਣ ਬੁਢਾਪੇ ਵਿੱਚ ਉਨ੍ਹਾਂ ਉੱਤੇ ਟੈਕਸ ਲਗਾਉਣਾ ਸਰਾਸਰ ਬੇਇਨਸਾਫ਼ੀ ਹੈ। ਇਸ ਮੌਕੇ ਵੱਡੀ ਗਿਣਤੀ ਵਿੱਚ ਪੈਨਸ਼ਨਰ ਮੈਂਬਰ ਹਾਜ਼ਰ ਸਨ ਜਿਨ੍ਹਾਂ ਸਰਕਾਰ ਖ਼ਿਲਾਫ਼ ਰੋਸ ਪ੍ਰਗਟ ਕੀਤਾ। (1142, 856, 1506, 907)
headline: ਐਨ.ਸੀ.ਸੀ. ਕੈਂਪ ਦੀ ਸ਼ਾਨਦਾਰ ਸਮਾਪਤੀ (1163, 1691, 1486, 1717)
article-school-trekking-camp[interactable] (1142, 80, 1506, 508)
article-aap-toor[interactable] (381, 512, 755, 913)
divider (381, 2041, 1133, 2043)
body-text: ਡੇਰਾਬੱਸੀ, 24 ਜੂਨ (ਹਰਬਿੰਦਰ ਸੈਣੀ) : ਭਾਰਤ ਵਿਕਾਸ ਪਰਿਸ਼ਦ ਦੇ ਮੈਂਬਰਾਂ ਵੱਲੋਂ ਵਾਤਾਵਰਨ ਦੀ ਸੰਭਾਲ ਲਈ ਵੱਖ ਵੱਖ ਥਾਵਾਂ ਤੇ ਛਾਂਦਾਰ ਅਤੇ ਫਲਦਾਰ ਬੂਟੇ ਲਗਾਏ ਗਏ। ਇਸ ਮੌਕੇ ਪ੍ਰਧਾਨ ਪਰਮਜੀਤ ਰੰਮੀ ਨੇ ਕਿਹਾ ਕਿ ਵਾਤਾਵਰਨ ਦੀ ਸੰਭਾਲ ਲਈ ਪੌਦੇ ਬੇਹੱਦ ਜ਼ਰੂਰੀ ਹਨ ਕਿਉਂਕਿ ਰੁੱਖ ਹੀ ਸਾਨੂੰ ਸ਼ੁੱਧ ਹਵਾ, ਛਾਂ ਅਤੇ ਫਲ ਦਿੰਦੇ ਹਨ। ਉਨ੍ਹਾਂ ਲੋਕਾਂ ਨੂੰ ਅਪੀਲ ਕੀਤੀ ਕਿ ਹਰ ਖੁਸ਼ੀ ਦੇ ਮੌਕੇ ਘੱਟੋ ਘੱਟ ਇੱਕ ਬੂਟ ਜ਼ਰੂਰ ਲਗਾਉਣ ਅਤੇ ਉਸ ਦੀ ਸਾਂਭ ਸੰਭਾਲ ਵੀ ਕਰਨ। ਇਸ ਮੌਕੇ ਪਰਿਸ਼ਦ ਦੇ ਸਮੂਹ ਮੈਂਬਰ ਹਾਜ਼ਰ ਸਨ। (1142, 1471, 1506, 1535)
headline: ਸਵ: ਸਿਮਰਨ ਧਾਲੀਵਾਲ ਦੀ ਯਾਦ 'ਚ ਪਹਿਲਾ ਖੂਨਦਾਨ ਕੈਂਪ ਲਗਾਇਆ (24, 80, 354, 138)
photo-street-cattle (764, 1444, 1133, 1591)
divider (1142, 511, 1506, 512)
crowd-texture (7, 259, 371, 319)
subhead (764, 565, 1133, 584)
body-wrap (6, 1708, 372, 1825)
article-columns (381, 2110, 1133, 2293)
headline: ਬਠਿੰਡਾ, ਮੁਕਤਸਰ, ਮਾਨਸਾ, ਅਬੋਹਰ, ਫਿਰੋਜ਼ਪੁਰ ਆਦਿ ਜ਼ਿਲ੍ਹਿਆਂ 'ਚ ਨਰਮੇ ਹੋਏ ਨੁਕਸਾਨ ਦਾ ਮੁਆਵਜਾ ਫੌਰੀ ਦਿੱਤਾ ਜਾਵੇ : ਮਾਨ (1152, 2038, 1497, 2108)
photo-wrap (585, 238, 916, 500)
article-thana-gherao[interactable] (381, 110, 1133, 506)
divider (1142, 1688, 1506, 1689)
article-ambedkar-library[interactable] (6, 2015, 372, 2409)
divider (6, 1628, 372, 1629)
divider (764, 936, 1133, 937)
crowd-texture (7, 2193, 371, 2270)
headline: ਸੜਕਾਂ ਤੇ ਮੌਤ ਬਣ ਘੁੰਮਦੇ ਅਵਾਰਾ ਪਸ਼ੂ ਬਣ ਰਹੇ ਹਾਦਸਿਆਂ ਦਾ ਕਾਰਨ (774, 1384, 1124, 1438)
body-text: ਗਿੱਦੜਬਾਹਾ, 24 ਜੂਨ (ਅਵਤਾਰ ਸਿੰਘ ਸੰਧੂ) : ਸ਼ਹਿਰ ਅਤੇ ਆਸ ਪਾਸ ਦੀਆਂ ਸੜਕਾਂ ਉੱਤੇ ਅਵਾਰਾ ਪਸ਼ੂ ਮੌਤ ਬਣ ਕੇ ਘੁੰਮ ਰਹੇ ਹਨ ਜੋ ਆਏ ਦਿਨ ਹਾਦਸਿਆਂ ਦਾ ਕਾਰਨ ਬਣ ਰਹੇ ਹਨ। ਰਾਹਗੀਰਾਂ ਨੇ ਦੱਸਿਆ ਕਿ ਰਾਤ ਸਮੇਂ ਸੜਕਾਂ ਵਿਚਕਾਰ ਬੈਠੇ ਪਸ਼ੂ ਦਿਖਾਈ ਨਹੀਂ ਦਿੰਦੇ ਜਿਸ ਕਾਰਨ ਕਈ ਦੋਪਹੀਆ ਵਾਹਨ ਚਾਲਕ ਗੰਭੀਰ ਜ਼ਖਮੀ ਹੋ ਚੁੱਕੇ ਹਨ। ਸ਼ਹਿਰ ਵਾਸੀਆਂ ਨੇ ਪ੍ਰਸ਼ਾਸਨ ਤੋਂ ਮੰਗ ਕੀਤੀ ਕਿ ਅਵਾਰਾ ਪਸ਼ੂਆਂ ਨੂੰ ਗਊਸ਼ਾਲਾਵਾਂ ਵਿੱਚ ਭੇਜਣ ਦਾ ਤੁਰੰਤ ਪ੍ਰਬੰਧ ਕੀਤਾ ਜਾਵੇ ਤਾਂ ਜੋ ਕੀਮਤੀ ਜਾਨਾਂ ਬਚਾਈਆਂ ਜਾ ਸਕਣ। ਉਨ੍ਹਾਂ ਕਿਹਾ ਕਿ ਜੇਕਰ ਜਲਦ ਕੋਈ ਹੱਲ ਨਾ ਕੱਢਿਆ ਗਿਆ ਤਾਂ ਸ਼ਹਿਰ ਵਾਸੀ ਸੰਘਰਸ਼ ਕਰਨ ਲਈ ਮਜਬੂਰ ਹੋਣਗੇ। (764, 1596, 1133, 1673)
headline: ਡਾ. ਬੀ.ਆਰ. ਅੰਬੇਡਕਰ ਲਾਇਬ੍ਰੇਰੀ ਵਿਖੇ ਚੀਫ ਆਫਿਸ ਦੇ ਅਸਿਸਟੈਂਟ ਪ੍ਰਭਾਤ ਰਾਜ, ਸਾਬਕਾ ਬਾਲਾ ਵਧਾਵਾ ਤੇ ਮੁਲਾਜ਼ਮ ਗੌਰਵ ਪਹੁੰਚੇ (14, 2015, 364, 2075)
article-blood-donation-camp[interactable] (6, 80, 372, 506)
subhead-text: ਭਾਰਤ ਵਿਕਾਸ ਪਰਿਸ਼ਦ ਮੈਂਬਰਾਂ ਨੇ ਲਾਏ ਬੂਟੇ (1213, 1256, 1457, 1275)
body-left: ਜੰਡਿਆਲਾ ਗੁਰੂ 24 ਜੂਨ (ਵਰੁਣ ਸੋਨੀ): ਅੱਜ ਕਿਸਾਨ ਮਜ਼ਦੂਰ ਸੰਘਰਸ਼ ਕਮੇਟੀ ਪੰਜਾਬ ਦੇ ਸੱਦੇ ਤੇ ਵੱਡੀ ਗਿਣਤੀ ਕਿਸਾਨਾਂ ਮਜ਼ਦੂਰਾਂ ਵੱਲੋਂ ਜੰਡਿਆਲਾ ਗੁਰੂ ਥਾਣੇ ਦਾ ਘਿਰਾਓ ਕੀਤਾ ਗਿਆ। ਬਜ਼ੁਰਗ ਮਾਤਾ ਬਲਵਿੰਦਰ ਕੌਰ ਵਾਸੀ ਪਿੰਡ ਤਾਰਾਗੜ੍ਹ ਦੇ 2.5 ਕਿਲੇ ਜਮੀਨ ਦੇ ਜਾਅਲੀ ਬਿਆਨੇ ਦੇ ਮਾਮਲੇ ਵਿੱਚ ਕਾਰਵਾਈ ਨਾ ਹੋਣ ਕਾਰਨ ਇਲਾਕੇ ਦੇ ਕਿਸਾਨਾਂ ਵਿੱਚ ਭਾਰੀ ਰੋਸ ਪਾਇਆ ਜਾ ਰਿਹਾ ਹੈ। ਧਰਨਾਕਾਰੀਆਂ ਨੇ ਥਾਣੇ ਅੱਗੇ ਡਟ ਕੇ ਨਾਅਰੇਬਾਜ਼ੀ ਕੀਤੀ। (390, 238, 578, 355)
body-names-list: ਇਸ ਮੌਕੇ ਉਨ੍ਹਾਂ ਨਾਲ ਹਰਚਰਨ ਸਿੰਘ ਐਮ.ਐਲ.ਏ., ਜੁਗਰਾਜ ਸਿੰਘ, ਸੁਖਦੇਵ ਸਿੰਘ ਚੇਅਰਮੈਨ, ਬਲਕਾਰ ਸਿੰਘ ਔਜਲਾ, ਗੁਰਦੀਪ ਸਿੰਘ ਭੱਗੂਪੁਰ, ਕੁਲਵੰਤ ਸਿੰਘ ਆਸਲ, ਮਨਜੀਤ ਸਿੰਘ ਸੰਗਵਾਂ, ਹਰਪ੍ਰੀਤ ਸਿੰਘ, ਜਸਵੰਤ ਸਿੰਘ ਸਰਪੰਚ, ਗੁਰਮੀਤ ਸਿੰਘ, ਪਰਮਜੀਤ ਸਿੰਘ, ਬਲਵਿੰਦਰ ਸਿੰਘ ਪੰਚ, ਸੁਖਵਿੰਦਰ ਸਿੰਘ, ਰਣਜੀਤ ਸਿੰਘ, ਹਰਜਿੰਦਰ ਸਿੰਘ, ਕਸ਼ਮੀਰ ਸਿੰਘ, ਗੁਰਭੇਜ ਸਿੰਘ, ਨਿਰਮਲ ਸਿੰਘ, ਸਤਨਾਮ ਸਿੰਘ, ਬਲਜੀਤ ਸਿੰਘ, ਦਿਲਬਾਗ ਸਿੰਘ, ਜਰਨੈਲ ਸਿੰਘ, ਸੁਰਜੀਤ ਸਿੰਘ ਅਤੇ ਸਮੂਹ ਪਿੰਡ ਵਾਸੀਆਂ ਤੋਂ ਇਲਾਵਾ ਇਲਾਕੇ ਦੇ ਪਤਵੰਤੇ ਸੱਜਣ ਆਦਿ ਹਾਜ਼ਰ ਸਨ। ਪਿੰਡ ਵਾਸੀਆਂ ਨੇ ਮੰਤਰੀ ਦਾ ਸਨਮਾਨ ਕਰਦਿਆਂ ਧੰਨਵਾਦ ਕੀਤਾ। (381, 2299, 1133, 2350)
crowd-texture (1143, 1799, 1506, 1862)
photo-ncc-stage (1142, 1721, 1506, 1863)
annotation-circle (990, 1468, 1083, 1542)
photo-trekking-group (1142, 170, 1506, 322)
crowd-texture (765, 678, 1132, 750)
photo-hospital-bed (6, 1349, 372, 1504)
photo-treatment-plant-visit (764, 589, 1133, 752)
article-heart-attack-deaths[interactable] (764, 939, 1133, 1378)
body-text-1: ਅਹਿਮਦਗੜ੍ਹ, 24 ਜੂਨ (ਹਰਜਿੰਦਰ ਸੈਣੀ) : ਪਾਵਰਕਾਮ ਪੈਨਸ਼ਨਰਜ ਐਸੋਸੀਏਸ਼ਨ ਮੰਡਲ ਮਲੇਰਕੋਟਲਾ ਦੀ ਅਹਿਮ ਮੀਟਿੰਗ ਪ੍ਰਧਾਨ ਦੀ ਅਗਵਾਈ ਹੇਠ ਹੋਈ ਜਿਸ ਵਿੱਚ ਪੰਜਾਬ ਸਰਕਾਰ ਵੱਲੋਂ ਪੈਨਸ਼ਨਰਾਂ ਤੋਂ 200 ਰੁਪਏ ਪ੍ਰਤੀ ਮਹੀਨਾ ਟੈਕਸ ਵਸੂਲਣ ਦੇ ਫੈਸਲੇ ਦੀ ਜੋਰਦਾਰ ਨਿਖੇਧੀ ਕੀਤੀ ਗਈ। ਬੁਲਾਰਿਆਂ ਕਿਹਾ ਕਿ 2.59 ਦੇ ਬਕਾਏ ਅਜੇ ਤੱਕ ਜਾਰੀ ਨਹੀਂ ਕੀਤੇ ਗਏ ਅਤੇ ਮਹਿੰਗਾਈ ਭੱਤੇ ਦੀਆਂ ਕਿਸ਼ਤਾਂ ਵੀ ਰੋਕੀਆਂ ਹੋਈਆਂ ਹਨ। (1142, 588, 1506, 653)
photo-khushi-mohammad-portrait (6, 1010, 101, 1122)
crowd-texture (1143, 254, 1506, 322)
headline: ਅਕਾਲੀ-ਭਾਜਪਾ ਤੇ ਕਾਂਗਰਸ ਨਾਲੋ ਆਮ ਆਦਮੀ ਪਾਰਟੀ ਦੀ ਸਰਕਾਰ ਸੌ ਗੁਣਾਂ ਚੰਗੀ : ਤਰਲੋਕ ਸਿੰਘ ਤੂਰ (386, 512, 750, 587)
body-text: ਪਟਿਆਲਾ, 24 ਜੂਨ (ਕੁਲਦੀਪ ਸਿੰਘ ਸ਼ੁਤਰਾਣਾ) ਸ਼੍ਰੋਮਣੀ ਅਕਾਲੀ ਦਲ (ਅੰਮ੍ਰਿਤਸਰ) ਦੇ ਪ੍ਰਧਾਨ ਅਤੇ ਮੈਂਬਰ ਪਾਰਲੀਮੈਂਟ ਸ. ਸਿਮਰਨਜੀਤ ਸਿੰਘ ਮਾਨ ਨੇ ਪੰਜਾਬ ਸਰਕਾਰ ਤੋਂ ਮੰਗ ਕੀਤੀ ਹੈ ਕਿ ਬਠਿੰਡਾ, ਮੁਕਤਸਰ, ਮਾਨਸਾ, ਅਬੋਹਰ, ਫਿਰੋਜ਼ਪੁਰ ਆਦਿ ਜ਼ਿਲ੍ਹਿਆਂ ਵਿੱਚ ਨਰਮੇ ਦੀ ਫਸਲ ਦੇ ਹੋਏ ਨੁਕਸਾਨ ਦਾ ਮੁਆਵਜਾ ਕਿਸਾਨਾਂ ਨੂੰ ਫੌਰੀ ਦਿੱਤਾ ਜਾਵੇ। ਉਨ੍ਹਾਂ ਕਿਹਾ ਕਿ ਕਿਸਾਨ ਪਹਿਲਾਂ ਹੀ ਕਰਜ਼ੇ ਦੀ ਮਾਰ ਹੇਠ ਦੱਬੇ ਹੋਏ ਹਨ ਅਤੇ ਕੁਦਰਤੀ ਆਫ਼ਤਾਂ ਨੇ ਉਨ੍ਹਾਂ ਦੀ ਆਰਥਿਕਤਾ ਨੂੰ ਹੋਰ ਡੂੰਘੀ ਸੱਟ ਮਾਰੀ ਹੈ। ਸਰਕਾਰ ਨੂੰ ਚਾਹੀਦਾ ਹੈ ਕਿ ਵਿਸ਼ੇਸ਼ ਗਿਰਦਾਵਰੀ ਕਰਵਾ ਕੇ ਪ੍ਰਭਾਵਿਤ ਕਿਸਾਨਾਂ ਦੀ ਬਾਂਹ ਫੜੇ। (1142, 2114, 1380, 2231)
body-text-2: ਉਨ੍ਹਾਂ ਕਿਹਾ ਕਿ ਅਕਾਲੀ-ਭਾਜਪਾ ਤੇ ਕਾਂਗਰਸ ਸਰਕਾਰਾਂ ਨਾਲੋ ਆਮ ਆਦਮੀ ਪਾਰਟੀ ਦੀ ਸਰਕਾਰ ਸੌ ਗੁਣਾਂ ਚੰਗੀ ਹੈ ਕਿਉਂਕਿ ਲੋਕਾਂ ਨੂੰ ਮੁਫ਼ਤ ਬਿਜਲੀ, ਮੁਹੱਲਾ ਕਲੀਨਿਕ ਅਤੇ ਭ੍ਰਿਸ਼ਟਾਚਾਰ ਮੁਕਤ ਪ੍ਰਸ਼ਾਸਨ ਮਿਲ ਰਿਹਾ ਹੈ। ਇਸ ਮੌਕੇ ਉਨ੍ਹਾਂ ਨਾਲ ਇਲਾਕੇ ਦੇ ਪਤਵੰਤੇ ਸੱਜਣ ਅਤੇ ਪਾਰਟੀ ਵਰਕਰ ਵੀ ਹਾਜ਼ਰ ਸਨ ਜਿਨ੍ਹਾਂ ਸਰਕਾਰ ਦੀਆਂ ਲੋਕ ਪੱਖੀ ਨੀਤੀਆਂ ਦੀ ਸ਼ਲਾਘਾ ਕੀਤੀ। (381, 817, 755, 869)
date-text: ਐਤਵਾਰ, 25 ਜੂਨ 2023 (228, 24, 447, 50)
body-wrap (1142, 2115, 1506, 2232)
subhead (6, 2078, 372, 2095)
headline: ਤੇਜ਼ ਧਾਰ ਹਥਿਆਰਾਂ ਨਾਲ ਨੌਜਵਾਨ ਨੂੰ ਕੀਤਾ ਜ਼ਖਮੀ, ਸ਼ਹਿਰ 'ਚ ਅਮਨ ਕਾਨੂੰਨ ਦੀ ਸਥਿਤੀ ਵਿਗੜੀ (14, 1264, 364, 1343)
divider (764, 1381, 1133, 1382)
